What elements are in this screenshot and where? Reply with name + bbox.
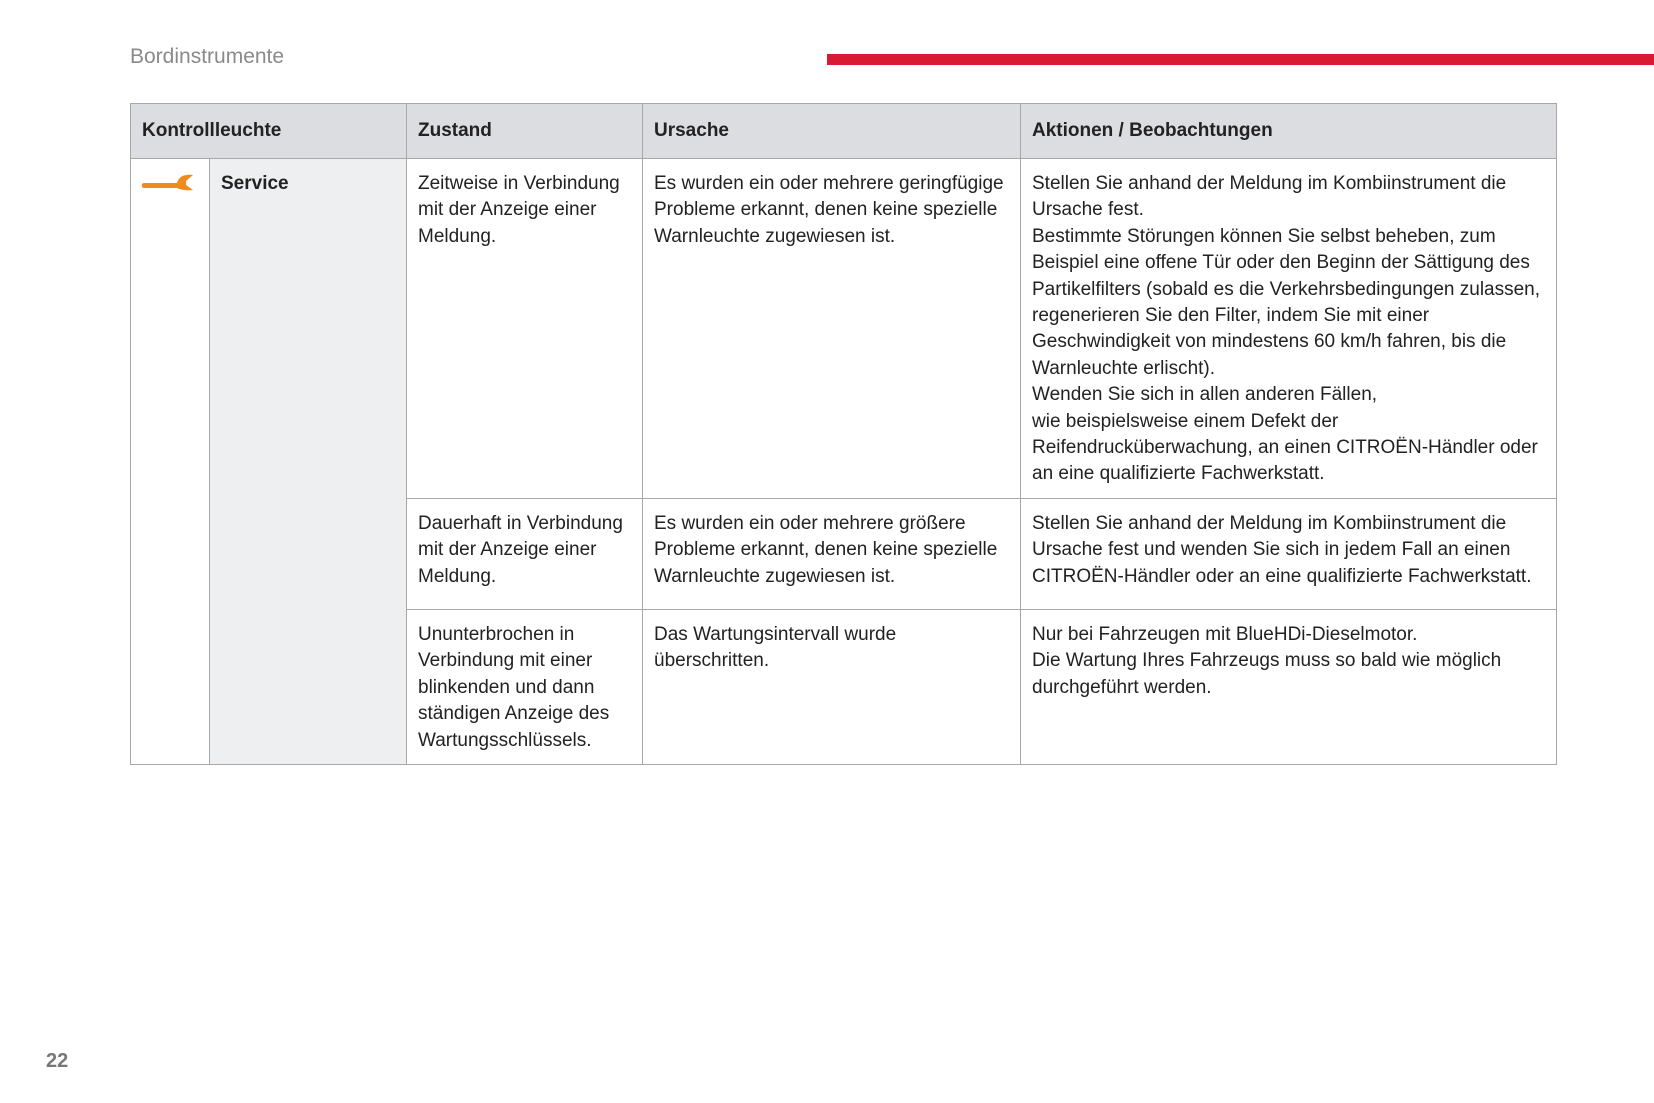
header-ursache: Ursache — [643, 104, 1021, 159]
zustand-cell: Dauerhaft in Verbindung mit der Anzeige einer Meldung. — [407, 498, 643, 609]
wrench-icon — [141, 173, 197, 199]
table-row — [131, 159, 1557, 499]
lamp-name: Service — [210, 159, 407, 765]
zustand-cell: Ununterbrochen in Verbindung mit einer blinkenden und dann ständigen Anzeige des Wartungsschlüssels. — [407, 609, 643, 764]
table-header-row — [131, 104, 1557, 159]
header-kontrollleuchte: Kontrollleuchte — [131, 104, 407, 159]
section-title: Bordinstrumente — [130, 45, 285, 68]
lamp-icon-cell — [131, 159, 210, 765]
page-number: 22 — [46, 1050, 69, 1072]
ursache-cell: Es wurden ein oder mehrere größere Probleme erkannt, denen keine spezielle Warnleuchte zugewiesen ist. — [643, 498, 1021, 609]
ursache-cell: Das Wartungsintervall wurde überschritten. — [643, 609, 1021, 764]
ursache-cell: Es wurden ein oder mehrere geringfügige Probleme erkannt, denen keine spezielle Warnleuchte zugewiesen ist. — [643, 159, 1021, 499]
accent-bar — [827, 54, 1654, 65]
header-aktionen: Aktionen / Beobachtungen — [1021, 104, 1557, 159]
aktionen-cell: Stellen Sie anhand der Meldung im Kombiinstrument die Ursache fest. Bestimmte Störungen können Sie selbst beheben, zum Beispiel eine offene Tür oder den Beginn der Sättigung des Partikelfilters (sobald es die Verkehrsbedingungen zulassen, regenerieren Sie den Filter, indem Sie mit einer Geschwindigkeit von mindestens 60 km/h fahren, bis die Warnleuchte erlischt). Wenden Sie sich in allen anderen Fällen, wie beispielsweise einem Defekt der Reifendrucküberwachung, an einen CITROËN-Händler oder an eine qualifizierte Fachwerkstatt. — [1021, 159, 1557, 499]
warning-lamp-table — [130, 103, 1557, 765]
aktionen-cell: Nur bei Fahrzeugen mit BlueHDi-Dieselmotor. Die Wartung Ihres Fahrzeugs muss so bald wie möglich durchgeführt werden. — [1021, 609, 1557, 764]
aktionen-cell: Stellen Sie anhand der Meldung im Kombiinstrument die Ursache fest und wenden Sie sich in jedem Fall an einen CITROËN-Händler oder an eine qualifizierte Fachwerkstatt. — [1021, 498, 1557, 609]
header-zustand: Zustand — [407, 104, 643, 159]
zustand-cell: Zeitweise in Verbindung mit der Anzeige einer Meldung. — [407, 159, 643, 499]
